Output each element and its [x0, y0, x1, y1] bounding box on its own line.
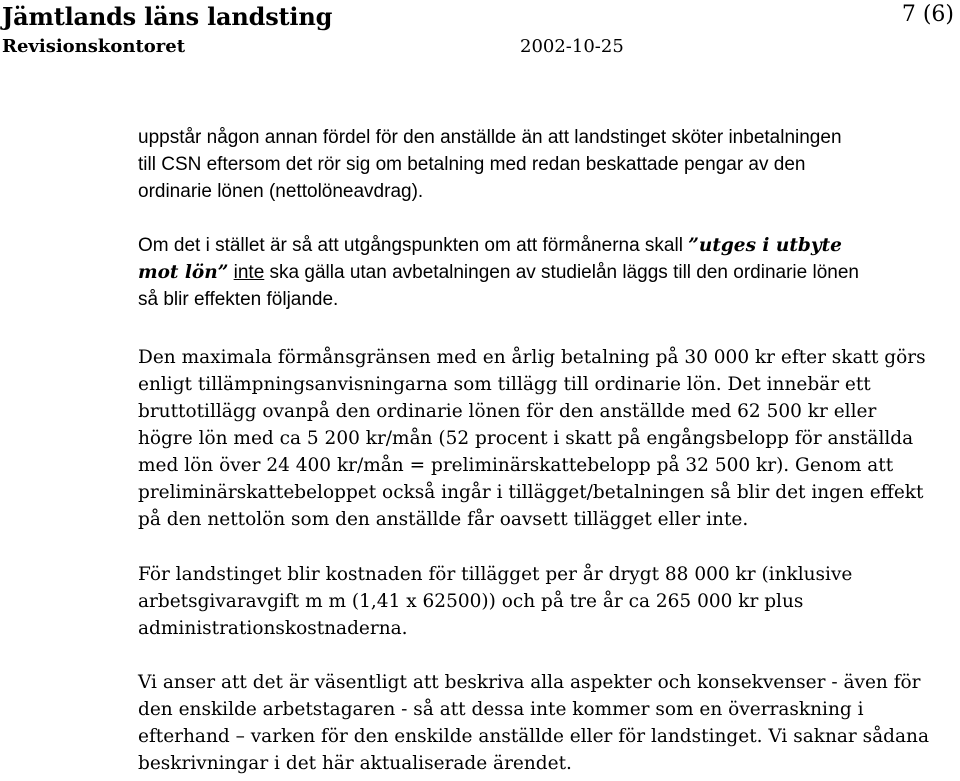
text-run: ska gälla utan avbetalningen av studielån läggs till den ordinarie lönen — [264, 262, 859, 283]
paragraph-2 — [138, 232, 938, 313]
paragraph-line: ordinarie lönen (nettolöneavdrag). — [138, 181, 424, 202]
underlined-text: inte — [233, 262, 265, 283]
paragraph-line: enligt tillämpningsanvisningarna som tillägg till ordinarie lön. Det innebär ett — [138, 374, 871, 395]
paragraph-line: beskrivningar i det här aktualiserade ärendet. — [138, 753, 572, 774]
paragraph-line — [138, 232, 938, 259]
paragraph-line: Vi anser att det är väsentligt att beskriva alla aspekter och konsekvenser - även för — [138, 672, 921, 693]
paragraph-3 — [138, 344, 938, 533]
paragraph-5 — [138, 669, 938, 777]
paragraph-line: den enskilde arbetstagaren - så att dessa inte kommer som en överraskning i — [138, 699, 864, 720]
paragraph-line: till CSN eftersom det rör sig om betalning med redan beskattade pengar av den — [138, 154, 806, 175]
paragraph-line: så blir effekten följande. — [138, 289, 339, 310]
paragraph-line: uppstår någon annan fördel för den anställde än att landstinget sköter inbetalningen — [138, 127, 842, 148]
paragraph-line: arbetsgivaravgift m m (1,41 x 62500)) och på tre år ca 265 000 kr plus — [138, 591, 804, 612]
department-name: Revisionskontoret — [2, 36, 186, 57]
paragraph-line: med lön över 24 400 kr/mån = preliminärskattebelopp på 32 500 kr). Genom att — [138, 455, 894, 476]
page-number: 7 (6) — [901, 2, 954, 27]
paragraph-line: preliminärskattebeloppet också ingår i tillägget/betalningen så blir det ingen effekt — [138, 482, 924, 503]
paragraph-line: bruttotillägg ovanpå den ordinarie lönen för den anställde med 62 500 kr eller — [138, 401, 877, 422]
document-date: 2002-10-25 — [520, 36, 624, 57]
organization-name: Jämtlands läns landsting — [2, 2, 333, 31]
paragraph-line: på den nettolön som den anställde får oavsett tillägget eller inte. — [138, 509, 749, 530]
emphasis-text: mot lön” — [138, 262, 229, 283]
paragraph-line: Den maximala förmånsgränsen med en årlig betalning på 30 000 kr efter skatt görs — [138, 347, 926, 368]
paragraph-line: högre lön med ca 5 200 kr/mån (52 procent i skatt på engångsbelopp för anställda — [138, 428, 914, 449]
paragraph-4 — [138, 561, 938, 642]
paragraph-line: efterhand – varken för den enskilde anställde eller för landstinget. Vi saknar sådana — [138, 726, 929, 747]
paragraph-line — [138, 259, 938, 286]
paragraph-line: För landstinget blir kostnaden för tillägget per år drygt 88 000 kr (inklusive — [138, 564, 853, 585]
text-run: Om det i stället är så att utgångspunkten om att förmånerna skall — [138, 235, 689, 256]
paragraph-1 — [138, 124, 938, 205]
paragraph-line: administrationskostnaderna. — [138, 618, 408, 639]
emphasis-text: ”utges i utbyte — [688, 235, 842, 256]
